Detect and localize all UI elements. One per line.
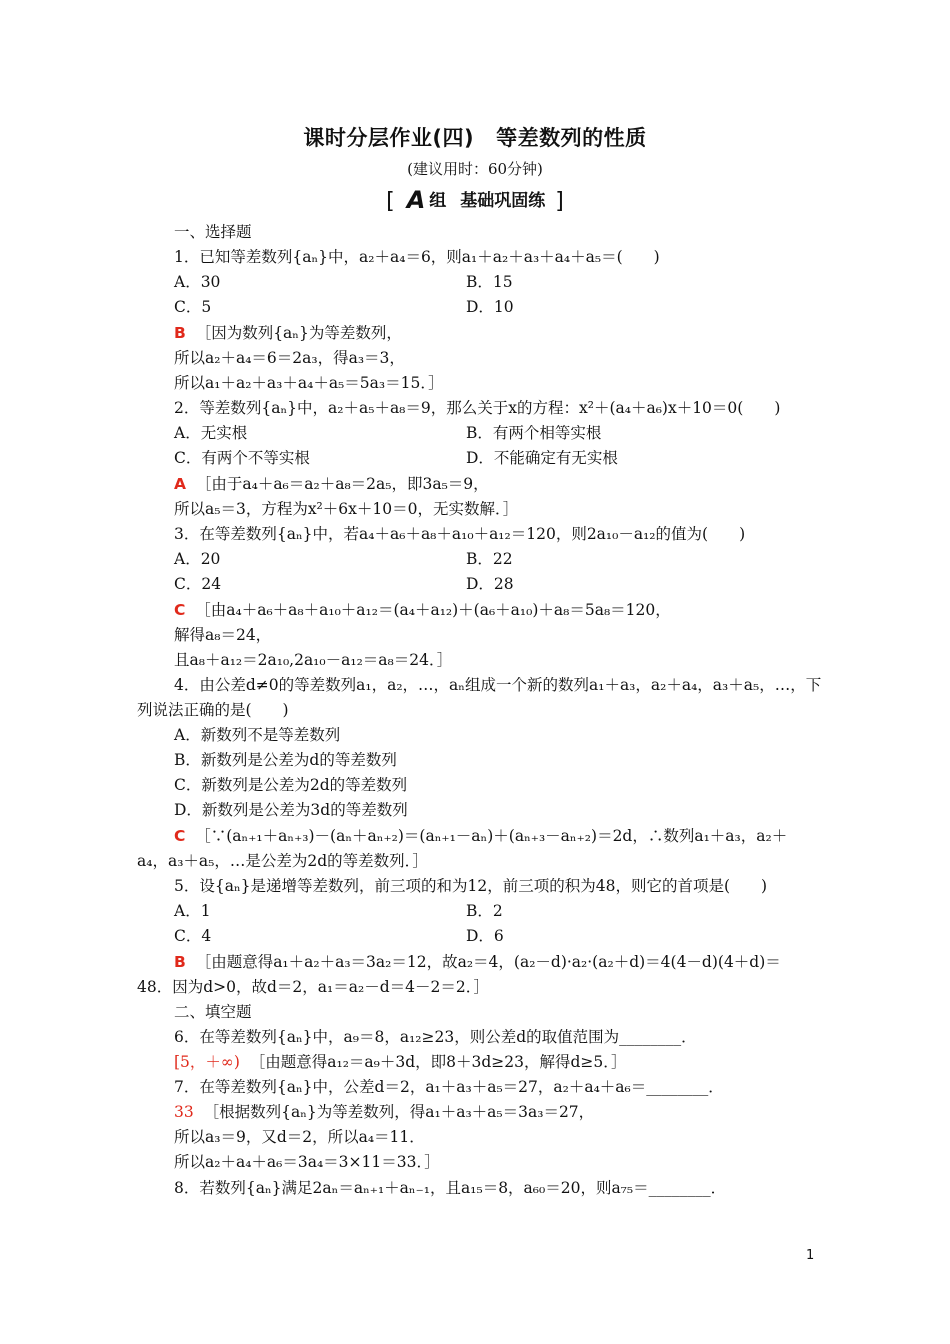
page-number: 1 xyxy=(806,1248,815,1263)
solution-text: ［由于a₄＋a₆＝a₂＋a₈＝2a₅，即3a₅＝9， xyxy=(195,475,489,493)
option-d: D．新数列是公差为3d的等差数列 xyxy=(174,801,408,819)
bracket-open: [ xyxy=(386,189,395,214)
solution-line: 所以a₃＝9，又d＝2，所以a₄＝11． xyxy=(174,1128,425,1146)
option-d: D．不能确定有无实根 xyxy=(466,449,618,467)
answer-label: 33 xyxy=(174,1103,194,1121)
question-6: 6．在等差数列{aₙ}中，a₉＝8，a₁₂≥23，则公差d的取值范围为________． xyxy=(174,1028,697,1046)
question-7: 7．在等差数列{aₙ}中，公差d＝2，a₁＋a₃＋a₅＝27，a₂＋a₄＋a₆＝________． xyxy=(174,1078,724,1096)
option-b: B．15 xyxy=(466,273,513,291)
group-letter: A xyxy=(406,186,426,214)
solution-line: 所以a₂＋a₄＝6＝2a₃，得a₃＝3， xyxy=(174,349,405,367)
question-8: 8．若数列{aₙ}满足2aₙ＝aₙ₊₁＋aₙ₋₁，且a₁₅＝8，a₆₀＝20，则a₇₅＝________． xyxy=(174,1179,727,1197)
solution-line: 48．因为d>0，故d＝2，a₁＝a₂－d＝4－2＝2．］ xyxy=(137,978,489,996)
group-name: 基础巩固练 xyxy=(460,191,546,211)
solution-line xyxy=(174,600,671,620)
option-c: C．新数列是公差为2d的等差数列 xyxy=(174,776,408,794)
question-3: 3．在等差数列{aₙ}中，若a₄＋a₆＋a₈＋a₁₀＋a₁₂＝120，则2a₁₀－a₁₂的值为( ) xyxy=(174,525,746,543)
option-d: D．28 xyxy=(466,575,514,593)
question-4-cont: 列说法正确的是( ) xyxy=(137,701,289,719)
option-a: A．无实根 xyxy=(174,424,248,442)
solution-line xyxy=(174,1052,627,1072)
solution-line: 且a₈＋a₁₂＝2a₁₀,2a₁₀－a₁₂＝a₈＝24．］ xyxy=(174,651,453,669)
option-d: D．10 xyxy=(466,298,514,316)
option-a: A．1 xyxy=(174,902,211,920)
solution-line xyxy=(174,826,787,846)
solution-line: a₄，a₃＋a₅，…是公差为2d的等差数列．］ xyxy=(137,852,428,870)
answer-label: A xyxy=(174,475,186,493)
option-a: A．新数列不是等差数列 xyxy=(174,726,341,744)
bracket-close: ] xyxy=(555,189,564,214)
solution-line xyxy=(174,323,402,343)
solution-text: ［由a₄＋a₆＋a₈＋a₁₀＋a₁₂＝(a₄＋a₁₂)＋(a₆＋a₁₀)＋a₈＝5a₈＝120， xyxy=(195,601,671,619)
solution-line: 所以a₂＋a₄＋a₆＝3a₄＝3×11＝33．］ xyxy=(174,1153,440,1171)
option-b: B．22 xyxy=(466,550,513,568)
solution-line: 解得a₈＝24， xyxy=(174,626,272,644)
solution-line: 所以a₁＋a₂＋a₃＋a₄＋a₅＝5a₃＝15．］ xyxy=(174,374,444,392)
solution-text: ［根据数列{aₙ}为等差数列，得a₁＋a₃＋a₅＝3a₃＝27， xyxy=(203,1103,595,1121)
section-heading: 二、填空题 xyxy=(174,1003,252,1021)
question-5: 5．设{aₙ}是递增等差数列，前三项的和为12，前三项的积为48，则它的首项是( ) xyxy=(174,877,768,895)
question-1: 1．已知等差数列{aₙ}中，a₂＋a₄＝6，则a₁＋a₂＋a₃＋a₄＋a₅＝( ) xyxy=(174,248,660,266)
title-main: 课时分层作业(四) xyxy=(303,126,475,150)
option-a: A．20 xyxy=(174,550,221,568)
solution-text: ［∵(aₙ₊₁＋aₙ₊₃)－(aₙ＋aₙ₊₂)＝(aₙ₊₁－aₙ)＋(aₙ₊₃－aₙ₊₂)＝2d，∴数列a₁＋a₃，a₂＋ xyxy=(195,827,788,845)
answer-label: B xyxy=(174,324,186,342)
answer-label: C xyxy=(174,601,186,619)
option-b: B．新数列是公差为d的等差数列 xyxy=(174,751,397,769)
option-c: C．5 xyxy=(174,298,212,316)
solution-text: ［由题意得a₁₂＝a₉＋3d，即8＋3d≥23，解得d≥5．］ xyxy=(249,1053,627,1071)
question-4: 4．由公差d≠0的等差数列a₁，a₂，…，aₙ组成一个新的数列a₁＋a₃，a₂＋a₄，a₃＋a₅，…，下 xyxy=(174,676,822,694)
group-label: 组 xyxy=(429,191,447,211)
solution-line: 所以a₅＝3，方程为x²＋6x＋10＝0，无实数解．］ xyxy=(174,500,519,518)
time-hint: (建议用时：60分钟) xyxy=(407,160,543,178)
answer-label: C xyxy=(174,827,186,845)
option-c: C．24 xyxy=(174,575,222,593)
solution-line xyxy=(174,474,489,494)
section-heading: 一、选择题 xyxy=(174,223,252,241)
solution-line xyxy=(174,952,781,972)
option-a: A．30 xyxy=(174,273,221,291)
option-c: C．有两个不等实根 xyxy=(174,449,310,467)
group-header xyxy=(0,186,950,214)
solution-line xyxy=(174,1102,594,1122)
option-c: C．4 xyxy=(174,927,212,945)
page-title xyxy=(0,122,950,152)
option-b: B．有两个相等实根 xyxy=(466,424,602,442)
question-2: 2．等差数列{aₙ}中，a₂＋a₅＋a₈＝9，那么关于x的方程：x²＋(a₄＋a₆)x＋10＝0( ) xyxy=(174,399,781,417)
solution-text: ［由题意得a₁＋a₂＋a₃＝3a₂＝12，故a₂＝4，(a₂－d)·a₂·(a₂＋d)＝4(4－d)(4＋d)＝ xyxy=(195,953,781,971)
title-topic: 等差数列的性质 xyxy=(496,126,647,150)
solution-text: ［因为数列{aₙ}为等差数列， xyxy=(195,324,402,342)
answer-label: [5，＋∞) xyxy=(174,1053,240,1071)
option-d: D．6 xyxy=(466,927,504,945)
option-b: B．2 xyxy=(466,902,503,920)
answer-label: B xyxy=(174,953,186,971)
